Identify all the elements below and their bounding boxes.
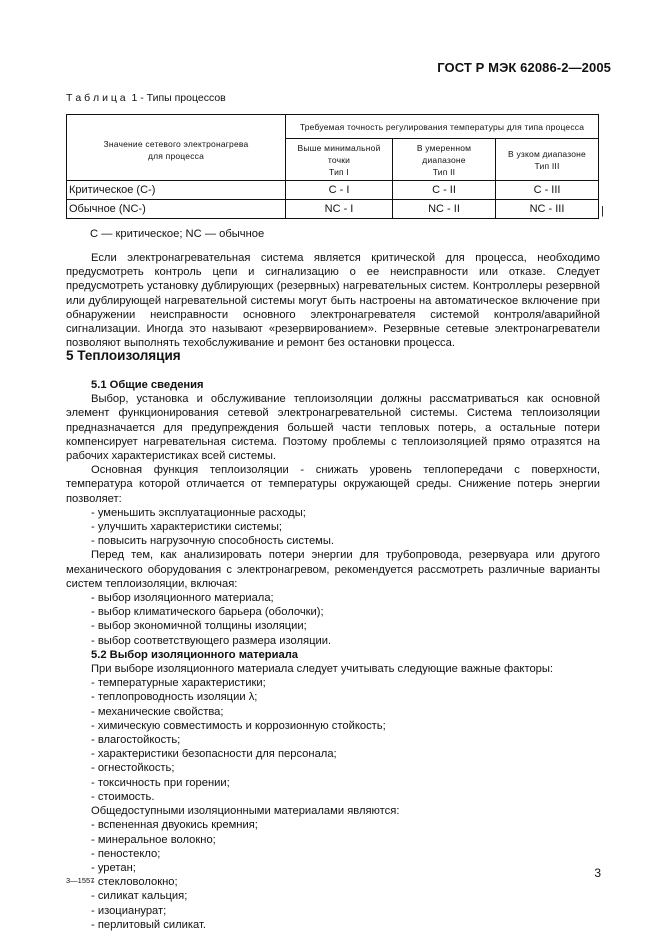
section-5-body xyxy=(66,378,600,932)
list-item: - токсичность при горении; xyxy=(91,776,230,789)
col-header-line: Выше минимальной xyxy=(297,142,381,153)
list-item: - выбор изоляционного материала; xyxy=(91,592,274,605)
list-item: - стоимость. xyxy=(91,790,155,803)
list-item: - выбор климатического барьера (оболочки); xyxy=(91,606,324,619)
paragraph-text: Общедоступными изоляционными материалами являются: xyxy=(91,805,400,818)
row-name: Обычное (NC-) xyxy=(67,200,286,219)
list-item: - уменьшить эксплуатационные расходы; xyxy=(91,506,306,519)
col-header-process-value xyxy=(67,115,286,181)
list-item: - улучшить характеристики системы; xyxy=(91,521,282,534)
process-types-table xyxy=(66,114,599,219)
table-cell: NC - II xyxy=(393,200,496,219)
table-cell: С - III xyxy=(496,181,599,200)
paragraph-text: Основная функция теплоизоляции - снижать уровень теплопередачи с поверхности, температура которой отличается от температуры окружающей среды. Снижение потерь энергии позволяет: xyxy=(66,464,600,505)
print-order-code: 3—1557 xyxy=(66,876,95,885)
col-header-type-3 xyxy=(496,139,599,181)
table-row xyxy=(67,181,599,200)
list-item: - теплопроводность изоляции λ; xyxy=(91,691,258,704)
table-caption-word: Т а б л и ц а xyxy=(66,92,126,104)
list-item: - выбор экономичной толщины изоляции; xyxy=(91,620,307,633)
table-caption xyxy=(66,92,226,104)
paragraph-text: Перед тем, как анализировать потери энергии для трубопровода, резервуара или другого механического оборудования с электронагревом, рекомендуется рассмотреть различные варианты систем теплоизоляции, включая: xyxy=(66,549,600,590)
redundancy-paragraph xyxy=(66,251,600,350)
col-header-line: В узком диапазоне xyxy=(508,148,586,159)
list-item: - влагостойкость; xyxy=(91,734,181,747)
table-row xyxy=(67,200,599,219)
col-header-accuracy: Требуемая точность регулирования температуры для типа процесса xyxy=(286,115,599,139)
col-header-type-2 xyxy=(393,139,496,181)
col-header-line: для процесса xyxy=(147,150,205,161)
subsection-5-1-heading: 5.1 Общие сведения xyxy=(91,379,204,391)
col-header-line: диапазоне xyxy=(422,154,466,165)
page-number: 3 xyxy=(594,866,601,880)
list-item: - выбор соответствующего размера изоляции. xyxy=(91,634,332,647)
list-item: - температурные характеристики; xyxy=(91,677,266,690)
list-item: - огнестойкость; xyxy=(91,762,175,775)
list-item: - механические свойства; xyxy=(91,705,224,718)
table-cell: С - II xyxy=(393,181,496,200)
list-item: - повысить нагрузочную способность системы. xyxy=(91,535,335,548)
col-header-line: точки xyxy=(327,154,351,165)
list-item: - перлитовый силикат. xyxy=(91,918,207,931)
col-header-line: Тип II xyxy=(432,166,456,177)
row-name: Критическое (С-) xyxy=(67,181,286,200)
section-5-heading: 5 Теплоизоляция xyxy=(66,348,181,363)
table-caption-title: 1 - Типы процессов xyxy=(125,92,226,104)
col-header-type-1 xyxy=(286,139,393,181)
subsection-5-2-heading: 5.2 Выбор изоляционного материала xyxy=(91,648,299,661)
list-item: - химическую совместимость и коррозионную стойкость; xyxy=(91,719,386,732)
list-item: - силикат кальция; xyxy=(91,890,188,903)
list-item: - уретан; xyxy=(91,861,136,874)
paragraph-text: Выбор, установка и обслуживание теплоизоляции должны рассматриваться как основной элемент функционирования сетевой электронагревательной системы. Система теплоизоляции предназначается для предупреждения большей части тепловых потерь, а остальные потери компенсирует нагревательная система. Поэтому проблемы с теплоизоляцией прямо отразятся на рабочих характеристиках всей системы. xyxy=(66,393,600,463)
col-header-line: Тип I xyxy=(329,166,349,177)
col-header-line: Тип III xyxy=(534,160,560,171)
standard-designation: ГОСТ Р МЭК 62086-2—2005 xyxy=(437,60,611,75)
list-item: - вспененная двуокись кремния; xyxy=(91,819,258,832)
list-item: - характеристики безопасности для персонала; xyxy=(91,748,337,761)
table-cell: NC - I xyxy=(286,200,393,219)
list-item: - изоцианурат; xyxy=(91,904,167,917)
col-header-line: Значение сетевого электронагрева xyxy=(103,138,249,149)
list-item: - минеральное волокно; xyxy=(91,833,216,846)
paragraph-text: При выборе изоляционного материала следует учитывать следующие важные факторы: xyxy=(91,663,554,676)
list-item: - стекловолокно; xyxy=(91,876,178,889)
table-note: С — критическое; NC — обычное xyxy=(90,228,265,240)
col-header-line: В умеренном xyxy=(416,142,472,153)
table-cell: NC - III xyxy=(496,200,599,219)
table-margin-marker: | xyxy=(601,205,604,217)
table-cell: С - I xyxy=(286,181,393,200)
list-item: - пеностекло; xyxy=(91,847,161,860)
paragraph-text: Если электронагревательная система является критической для процесса, необходимо предусмотреть контроль цепи и сигнализацию о ее неисправности или отказе. Следует предусмотреть установку дублирующих (резервных) нагревательных систем. Контроллеры резервной или дублирующей нагревательной системы могут быть настроены на автоматическое включение при обнаружении неисправности основного электронагревателя системой контроля/аварийной сигнализации. Иногда это называют «резервированием». Резервные сетевые электронагреватели позволяют выполнять техобслуживание и ремонт без остановки процесса. xyxy=(66,252,600,350)
